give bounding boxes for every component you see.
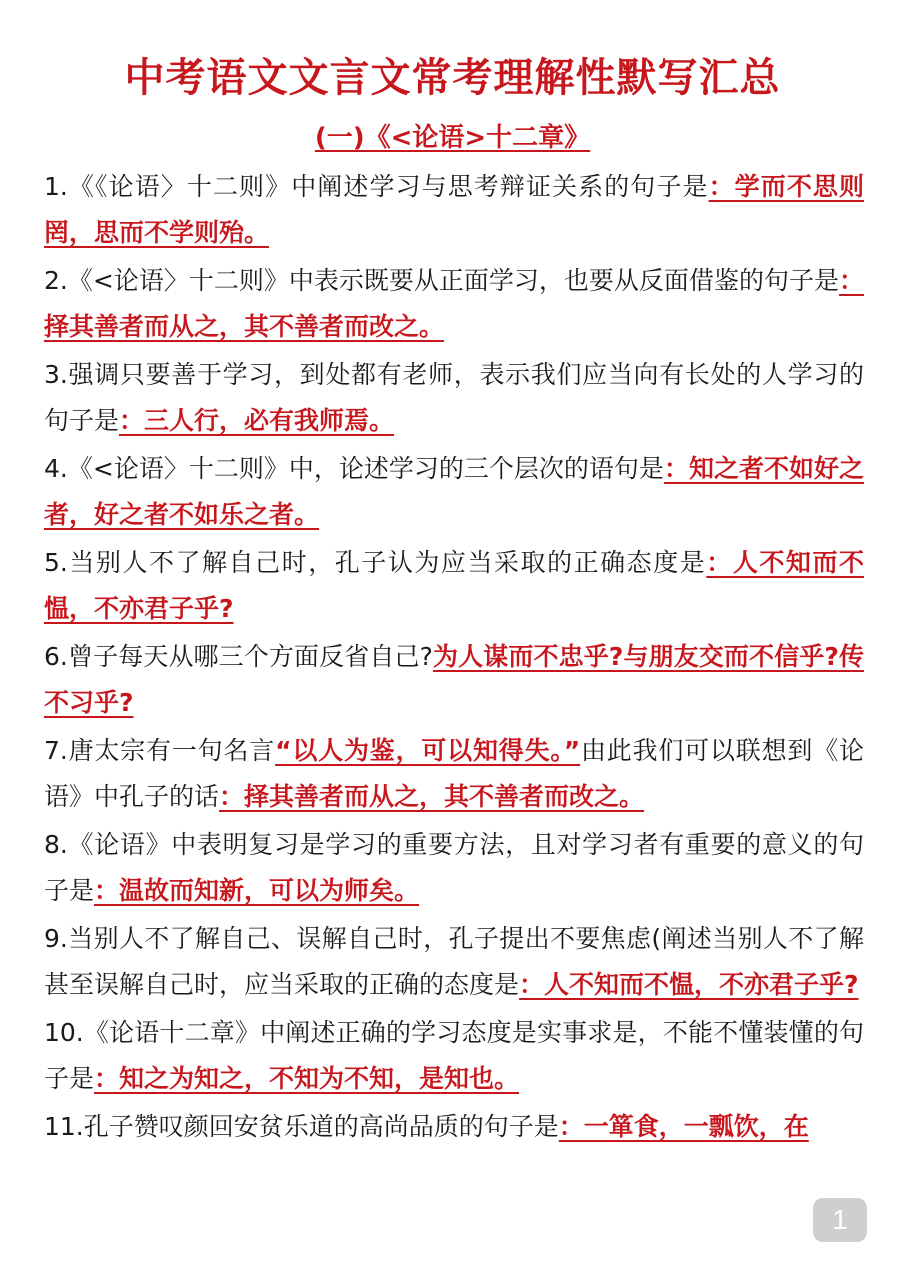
answer-text: ：知之为知之，不知为不知，是知也。 bbox=[94, 1064, 520, 1093]
answer-text: ：一箪食，一瓢饮，在 bbox=[558, 1112, 809, 1141]
answer-text: ：择其善者而从之，其不善者而改之。 bbox=[44, 266, 864, 341]
question-item-5 bbox=[44, 540, 864, 632]
question-item-3 bbox=[44, 352, 864, 444]
question-item-6 bbox=[44, 634, 864, 726]
question-text-continued: 由此我们可以联想到《论语》中孔子的话 bbox=[44, 736, 864, 811]
answer-text: ：人不知而不愠，不亦君子乎? bbox=[44, 548, 864, 623]
question-text: 8.《论语》中表明复习是学习的重要方法，且对学习者有重要的意义的句子是 bbox=[44, 830, 864, 905]
question-list bbox=[44, 164, 864, 1152]
answer-text: ：学而不思则罔，思而不学则殆。 bbox=[44, 172, 864, 247]
answer-text: ：温故而知新，可以为师矣。 bbox=[94, 876, 420, 905]
section-title-text: (一)《<论语>十二章》 bbox=[314, 123, 591, 153]
answer-text: ：知之者不如好之者，好之者不如乐之者。 bbox=[44, 454, 864, 529]
answer-text: 为人谋而不忠乎?与朋友交而不信乎?传不习乎? bbox=[44, 642, 865, 717]
question-text: 2.《<论语〉十二则》中表示既要从正面学习，也要从反面借鉴的句子是 bbox=[44, 266, 839, 295]
question-text: 1.《《论语〉十二则》中阐述学习与思考辩证关系的句子是 bbox=[44, 172, 709, 201]
section-title bbox=[0, 120, 905, 156]
question-item-1 bbox=[44, 164, 864, 256]
page-number-badge: 1 bbox=[813, 1198, 867, 1242]
question-text: 10.《论语十二章》中阐述正确的学习态度是实事求是，不能不懂装懂的句子是 bbox=[44, 1018, 864, 1093]
question-text: 7.唐太宗有一句名言 bbox=[44, 736, 276, 765]
question-item-10 bbox=[44, 1010, 864, 1102]
question-text: 11.孔子赞叹颜回安贫乐道的高尚品质的句子是 bbox=[44, 1112, 559, 1141]
answer-text: ：人不知而不愠，不亦君子乎? bbox=[519, 970, 859, 999]
question-item-2 bbox=[44, 258, 864, 350]
page-title: 中考语文文言文常考理解性默写汇总 bbox=[124, 55, 781, 101]
question-text: 6.曾子每天从哪三个方面反省自己? bbox=[44, 642, 433, 671]
question-text: 4.《<论语〉十二则》中，论述学习的三个层次的语句是 bbox=[44, 454, 664, 483]
question-text: 9.当别人不了解自己、误解自己时，孔子提出不要焦虑(阐述当别人不了解甚至误解自己时，应当采取的正确的态度是 bbox=[44, 924, 864, 999]
question-item-8 bbox=[44, 822, 864, 914]
question-item-9 bbox=[44, 916, 864, 1008]
question-item-4 bbox=[44, 446, 864, 538]
answer-text: “以人为鉴，可以知得失。” bbox=[275, 736, 581, 765]
question-item-7 bbox=[44, 728, 864, 820]
question-text: 5.当别人不了解自己时，孔子认为应当采取的正确态度是 bbox=[44, 548, 707, 577]
answer-text-2: ：择其善者而从之，其不善者而改之。 bbox=[219, 782, 645, 811]
answer-text: ：三人行，必有我师焉。 bbox=[119, 406, 395, 435]
question-text: 3.强调只要善于学习，到处都有老师，表示我们应当向有长处的人学习的句子是 bbox=[44, 360, 864, 435]
question-item-11 bbox=[44, 1104, 864, 1150]
